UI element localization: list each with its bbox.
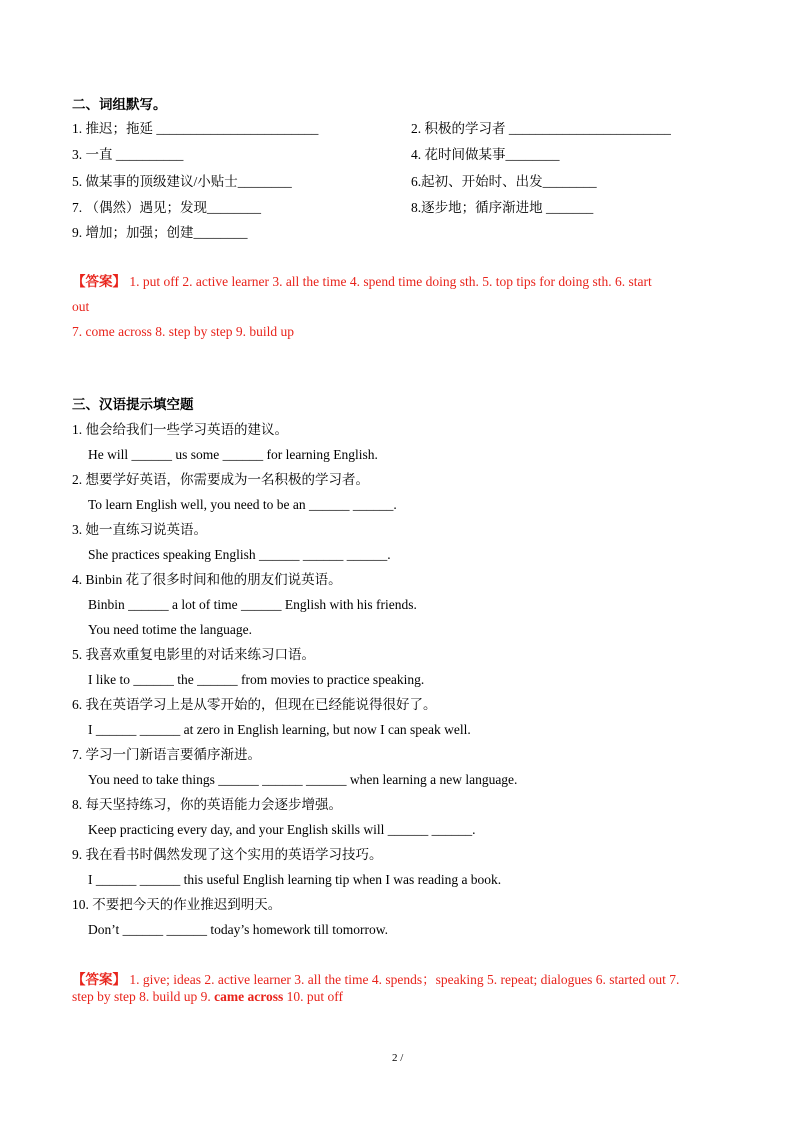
vocab-item-6: 6.起初、开始时、出发________ — [411, 174, 597, 189]
section3-answer-line1 — [72, 971, 679, 989]
question-3-cn: 3. 她一直练习说英语。 — [72, 522, 207, 537]
question-2-en: To learn English well, you need to be an ______ ______. — [88, 497, 397, 512]
section2-answer-line2: out — [72, 299, 90, 314]
vocab-item-7: 7. （偶然）遇见；发现________ — [72, 200, 261, 215]
answer-tag: 【答案】 — [72, 972, 126, 987]
vocab-item-2: 2. 积极的学习者 ________________________ — [411, 121, 671, 136]
question-4-extra: You need totime the language. — [88, 622, 252, 637]
section3-answer-line2 — [72, 988, 343, 1006]
question-7-en: You need to take things ______ ______ ______ when learning a new language. — [88, 772, 518, 787]
vocab-item-4: 4. 花时间做某事________ — [411, 147, 560, 162]
section2-answer-text: 1. put off 2. active learner 3. all the time 4. spend time doing sth. 5. top tips for doing sth. 6. start — [126, 274, 652, 289]
question-4-cn: 4. Binbin 花了很多时间和他的朋友们说英语。 — [72, 572, 342, 587]
section3-answer-bold: came across — [214, 989, 284, 1004]
vocab-item-3: 3. 一直 __________ — [72, 147, 184, 162]
page-number: 2 / — [392, 1052, 404, 1064]
vocab-item-1: 1. 推迟；拖延 ________________________ — [72, 121, 319, 136]
question-1-cn: 1. 他会给我们一些学习英语的建议。 — [72, 422, 288, 437]
section3-answer-part-b: 10. put off — [283, 989, 343, 1004]
section2-answer-line3: 7. come across 8. step by step 9. build up — [72, 324, 294, 339]
question-2-cn: 2. 想要学好英语，你需要成为一名积极的学习者。 — [72, 472, 369, 487]
section3-answer-text: 1. give; ideas 2. active learner 3. all the time 4. spends；speaking 5. repeat; dialogues 6. started out 7. — [126, 972, 680, 987]
question-3-en: She practices speaking English ______ ______ ______. — [88, 547, 391, 562]
question-8-en: Keep practicing every day, and your English skills will ______ ______. — [88, 822, 476, 837]
section2-title: 二、词组默写。 — [72, 97, 167, 112]
question-8-cn: 8. 每天坚持练习，你的英语能力会逐步增强。 — [72, 797, 342, 812]
question-10-cn: 10. 不要把今天的作业推迟到明天。 — [72, 897, 282, 912]
vocab-item-9: 9. 增加；加强；创建________ — [72, 225, 248, 240]
question-5-en: I like to ______ the ______ from movies to practice speaking. — [88, 672, 425, 687]
question-5-cn: 5. 我喜欢重复电影里的对话来练习口语。 — [72, 647, 315, 662]
section2-answer-line1 — [72, 273, 652, 291]
question-6-cn: 6. 我在英语学习上是从零开始的，但现在已经能说得很好了。 — [72, 697, 437, 712]
section3-title: 三、汉语提示填空题 — [72, 397, 194, 412]
question-1-en: He will ______ us some ______ for learning English. — [88, 447, 378, 462]
question-10-en: Don’t ______ ______ today’s homework till tomorrow. — [88, 922, 388, 937]
question-9-cn: 9. 我在看书时偶然发现了这个实用的英语学习技巧。 — [72, 847, 383, 862]
vocab-item-8: 8.逐步地；循序渐进地 _______ — [411, 200, 594, 215]
question-7-cn: 7. 学习一门新语言要循序渐进。 — [72, 747, 261, 762]
vocab-item-5: 5. 做某事的顶级建议/小贴士________ — [72, 174, 292, 189]
question-9-en: I ______ ______ this useful English learning tip when I was reading a book. — [88, 872, 502, 887]
answer-tag: 【答案】 — [72, 274, 126, 289]
question-4-en: Binbin ______ a lot of time ______ English with his friends. — [88, 597, 417, 612]
section3-answer-part-a: step by step 8. build up 9. — [72, 989, 215, 1004]
question-6-en: I ______ ______ at zero in English learning, but now I can speak well. — [88, 722, 471, 737]
